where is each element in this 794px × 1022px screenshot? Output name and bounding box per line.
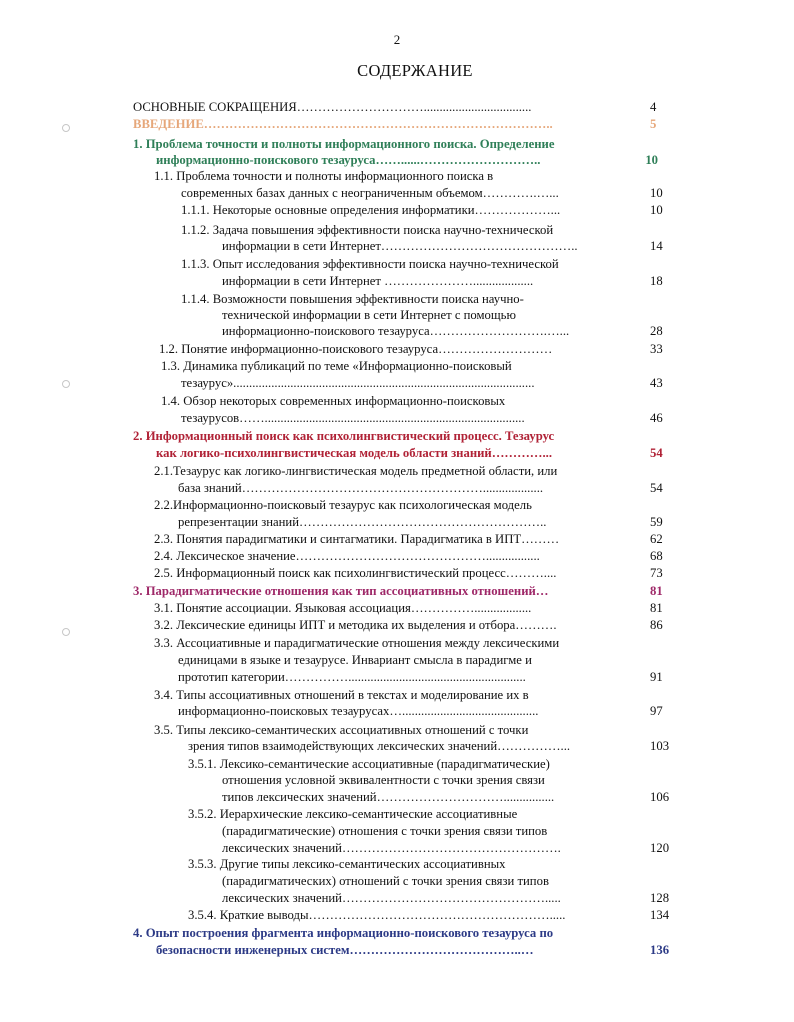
scan-mark bbox=[62, 628, 70, 636]
toc-entry-page: 134 bbox=[650, 908, 670, 922]
toc-entry-page: 91 bbox=[650, 670, 663, 684]
toc-entry-text: база знаний…………………………………………………................... bbox=[178, 481, 544, 495]
toc-entry-page: 81 bbox=[650, 584, 663, 598]
toc-entry-text: 1.1.2. Задача повышения эффективности поиска научно-технической bbox=[181, 223, 554, 237]
toc-entry-text: 1.1.1. Некоторые основные определения информатики………………... bbox=[181, 203, 561, 217]
toc-entry-text: информации в сети Интернет……………………………………….. bbox=[222, 239, 578, 253]
toc-entry-text: 3.5. Типы лексико-семантических ассоциативных отношений с точки bbox=[154, 723, 529, 737]
toc-entry-page: 5 bbox=[650, 117, 657, 131]
toc-entry-text: 1. Проблема точности и полноты информационного поиска. Определение bbox=[133, 137, 555, 151]
toc-entry-text: единицами в языке и тезаурусе. Инвариант смысла в парадигме и bbox=[178, 653, 532, 667]
toc-entry-text: 2.2.Информационно-поисковый тезаурус как психологическая модель bbox=[154, 498, 532, 512]
toc-entry-page: 86 bbox=[650, 618, 663, 632]
toc-entry-page: 10 bbox=[650, 186, 663, 200]
toc-entry-text: (парадигматические) отношения с точки зрения связи типов bbox=[222, 824, 548, 838]
toc-title: СОДЕРЖАНИЕ bbox=[357, 61, 473, 80]
scan-mark bbox=[62, 124, 70, 132]
toc-entry-page: 73 bbox=[650, 566, 663, 580]
toc-entry-text: 2.5. Информационный поиск как психолингвистический процесс……….... bbox=[154, 566, 557, 580]
toc-entry-text: 3.5.2. Иерархические лексико-семантические ассоциативные bbox=[188, 807, 518, 821]
toc-entry-page: 68 bbox=[650, 549, 663, 563]
toc-entry-text: 1.1.3. Опыт исследования эффективности поиска научно-технической bbox=[181, 257, 559, 271]
toc-entry-text: 1.1.4. Возможности повышения эффективности поиска научно- bbox=[181, 292, 524, 306]
toc-entry-text: 3.5.4. Краткие выводы…………………………………………………..... bbox=[188, 908, 566, 922]
toc-entry-page: 54 bbox=[650, 446, 663, 460]
toc-entry-text: 3.2. Лексические единицы ИПТ и методика их выделения и отбора………. bbox=[154, 618, 557, 632]
toc-entry-text: 3.5.1. Лексико-семантические ассоциативные (парадигматические) bbox=[188, 757, 550, 771]
toc-entry-text: тезаурус»............................................................................................... bbox=[181, 376, 535, 390]
toc-entry-text: отношения условной эквивалентности с точки зрения связи bbox=[222, 773, 545, 787]
toc-entry-text: 3.5.3. Другие типы лексико-семантических ассоциативных bbox=[188, 857, 506, 871]
page-number: 2 bbox=[393, 32, 401, 47]
toc-entry-text: 4. Опыт построения фрагмента информационно-поискового тезауруса по bbox=[133, 926, 554, 940]
toc-entry-text: 1.1. Проблема точности и полноты информационного поиска в bbox=[154, 169, 494, 183]
toc-entry-text: тезаурусов…….................................................................................. bbox=[181, 411, 525, 425]
toc-entry-page: 43 bbox=[650, 376, 663, 390]
toc-entry-text: информации в сети Интернет …………………................... bbox=[222, 274, 534, 288]
toc-entry-text: ВВЕДЕНИЕ……………………………………………………………………….. bbox=[133, 117, 553, 131]
toc-entry-page: 136 bbox=[650, 943, 670, 957]
toc-entry-text: 2.4. Лексическое значение………………………………………................. bbox=[154, 549, 540, 563]
toc-entry-page: 81 bbox=[650, 601, 663, 615]
toc-entry-text: зрения типов взаимодействующих лексических значений……………... bbox=[188, 739, 571, 753]
toc-entry-text: современных базах данных с неограниченным объемом………….…... bbox=[181, 186, 559, 200]
toc-entry-text: 1.2. Понятие информационно-поискового тезауруса……………………… bbox=[159, 342, 553, 356]
toc-entry-page: 128 bbox=[650, 891, 670, 905]
toc-entry-page: 97 bbox=[650, 704, 663, 718]
toc-entry-text: 2.1.Тезаурус как логико-лингвистическая модель предметной области, или bbox=[154, 464, 558, 478]
toc-entry-page: 18 bbox=[650, 274, 663, 288]
toc-entry-text: технической информации в сети Интернет с помощью bbox=[222, 308, 516, 322]
toc-entry-text: 1.3. Динамика публикаций по теме «Информационно-поисковый bbox=[161, 359, 512, 373]
toc-entry-page: 14 bbox=[650, 239, 663, 253]
toc-entry-page: 106 bbox=[650, 790, 670, 804]
toc-entry-text: 2.3. Понятия парадигматики и синтагматики. Парадигматика в ИПТ……… bbox=[154, 532, 560, 546]
toc-entry-page: 10 bbox=[650, 203, 663, 217]
toc-entry-text: 1.4. Обзор некоторых современных информационно-поисковых bbox=[161, 394, 506, 408]
toc-entry-text: прототип категории……………........................................................ bbox=[178, 670, 526, 684]
toc-entry-text: 3. Парадигматические отношения как тип ассоциативных отношений… bbox=[133, 584, 549, 598]
toc-entry-text: типов лексических значений…………………………................ bbox=[222, 790, 555, 804]
toc-entry-text: 2. Информационный поиск как психолингвистический процесс. Тезаурус bbox=[133, 429, 555, 443]
toc-entry-page: 62 bbox=[650, 532, 663, 546]
toc-entry-text: информационно-поискового тезауруса……………………….…... bbox=[222, 324, 570, 338]
toc-entry-page: 54 bbox=[650, 481, 663, 495]
toc-entry-text: 3.4. Типы ассоциативных отношений в текстах и моделирование их в bbox=[154, 688, 529, 702]
toc-entry-text: лексических значений…………………………………………..... bbox=[222, 891, 561, 905]
toc-entry-text: репрезентации знаний………………………………………………….. bbox=[178, 515, 547, 529]
toc-entry-text: лексических значений……………………………………………. bbox=[222, 841, 561, 855]
toc-entry-page: 46 bbox=[650, 411, 663, 425]
toc-entry-page: 4 bbox=[650, 100, 657, 114]
scan-mark bbox=[62, 380, 70, 388]
toc-entry-page: 33 bbox=[650, 342, 663, 356]
toc-entry-text: информационно-поискового тезауруса……......……………………….. bbox=[156, 153, 541, 167]
toc-entry-page: 103 bbox=[650, 739, 670, 753]
toc-entry-text: (парадигматических) отношений с точки зрения связи типов bbox=[222, 874, 549, 888]
toc-entry-page: 59 bbox=[650, 515, 663, 529]
toc-entry-page: 120 bbox=[650, 841, 670, 855]
toc-entry-page: 10 bbox=[645, 153, 658, 167]
toc-entry-text: информационно-поисковых тезаурусах…........................................... bbox=[178, 704, 539, 718]
toc-entry-text: 3.1. Понятие ассоциации. Языковая ассоциация…………….................. bbox=[154, 601, 532, 615]
toc-entry-text: безопасности инженерных систем…………………………………..… bbox=[156, 943, 534, 957]
toc-entry-text: как логико-психолингвистическая модель области знаний…………... bbox=[156, 446, 553, 460]
toc-entry-page: 28 bbox=[650, 324, 663, 338]
toc-entry-text: ОСНОВНЫЕ СОКРАЩЕНИЯ………………………….................................. bbox=[133, 100, 532, 114]
toc-entry-text: 3.3. Ассоциативные и парадигматические отношения между лексическими bbox=[154, 636, 560, 650]
